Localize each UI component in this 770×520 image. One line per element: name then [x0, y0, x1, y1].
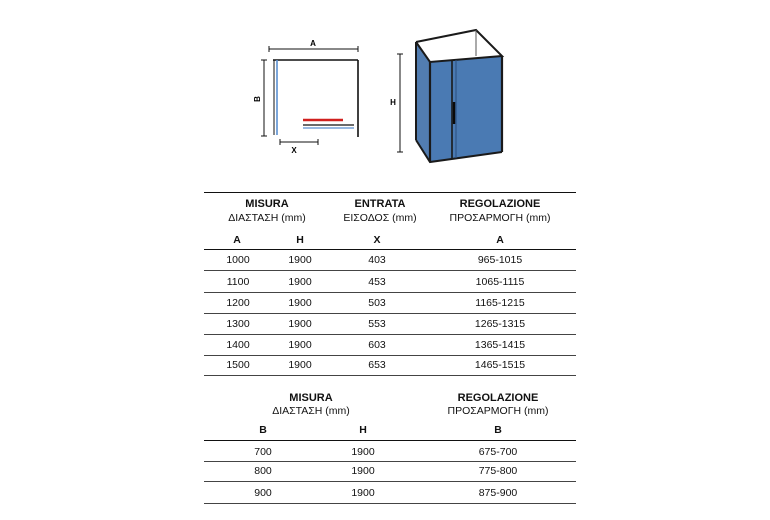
- t1-header-regolazione: REGOLAZIONE: [459, 198, 541, 210]
- t2-cell: 775-800: [478, 465, 518, 477]
- t1-header-misura: MISURA: [245, 198, 289, 210]
- t1-cell: 653: [368, 359, 386, 371]
- t1-cell: 503: [368, 297, 386, 309]
- t1-col-x: X: [373, 234, 381, 246]
- plan-diagram: [253, 35, 378, 155]
- t1-cell: 1900: [288, 297, 312, 309]
- t2-sub-prosarmogi: ΠΡΟΣΑΡΜΟΓΗ (mm): [447, 405, 549, 417]
- t1-row-rule: [204, 334, 576, 335]
- t2-col-b2: B: [494, 424, 502, 436]
- t2-cell: 800: [254, 465, 272, 477]
- dim-label-h: H: [390, 98, 396, 107]
- t1-cell: 1100: [226, 276, 250, 288]
- t1-cell: 1400: [226, 339, 250, 351]
- t1-bottom-rule: [204, 375, 576, 376]
- t1-cell: 1900: [288, 276, 312, 288]
- t2-col-b: B: [259, 424, 267, 436]
- t1-cell: 603: [368, 339, 386, 351]
- t1-cell: 1265-1315: [474, 318, 526, 330]
- t1-cell: 1500: [226, 359, 250, 371]
- t1-cell: 965-1015: [477, 254, 523, 266]
- t1-cell: 1900: [288, 339, 312, 351]
- t1-cell: 1300: [226, 318, 250, 330]
- t1-row-rule: [204, 270, 576, 271]
- t2-header-misura: MISURA: [289, 392, 333, 404]
- t1-col-a: A: [233, 234, 241, 246]
- t1-row-rule: [204, 292, 576, 293]
- dim-label-a: A: [310, 39, 316, 48]
- t2-cell: 1900: [351, 446, 375, 458]
- t1-row-rule: [204, 313, 576, 314]
- t2-bottom-rule: [204, 503, 576, 504]
- t1-cell: 1900: [288, 318, 312, 330]
- t1-top-rule: [204, 192, 576, 193]
- t1-cell: 1900: [288, 359, 312, 371]
- t2-cell: 1900: [351, 465, 375, 477]
- t1-cell: 1000: [226, 254, 250, 266]
- t1-cell: 1465-1515: [474, 359, 526, 371]
- t1-col-h: H: [296, 234, 304, 246]
- t1-cell: 453: [368, 276, 386, 288]
- t2-cell: 700: [254, 446, 272, 458]
- t1-sub-eisodos: ΕΙΣΟΔΟΣ (mm): [343, 212, 417, 224]
- t1-cell: 1200: [226, 297, 250, 309]
- t1-row-rule: [204, 355, 576, 356]
- t2-header-rule: [204, 440, 576, 441]
- t1-col-a2: A: [496, 234, 504, 246]
- t1-header-entrata: ENTRATA: [354, 198, 406, 210]
- t1-sub-prosarmogi: ΠΡΟΣΑΡΜΟΓΗ (mm): [449, 212, 551, 224]
- t1-cell: 1065-1115: [475, 276, 525, 288]
- t2-cell: 675-700: [478, 446, 518, 458]
- t1-sub-diastasi: ΔΙΑΣΤΑΣΗ (mm): [228, 212, 306, 224]
- t1-cell: 403: [368, 254, 386, 266]
- t2-cell: 1900: [351, 487, 375, 499]
- t2-col-h: H: [359, 424, 367, 436]
- t1-cell: 1165-1215: [475, 297, 525, 309]
- dim-label-x: X: [291, 146, 297, 155]
- t1-cell: 1900: [288, 254, 312, 266]
- t1-header-rule: [204, 249, 576, 250]
- enclosure-3d-diagram: [388, 12, 518, 162]
- t1-cell: 553: [368, 318, 386, 330]
- t2-cell: 900: [254, 487, 272, 499]
- t1-cell: 1365-1415: [474, 339, 526, 351]
- t2-header-regolazione: REGOLAZIONE: [457, 392, 539, 404]
- t2-sub-diastasi: ΔΙΑΣΤΑΣΗ (mm): [272, 405, 350, 417]
- t2-row-rule: [204, 461, 576, 462]
- t2-cell: 875-900: [478, 487, 518, 499]
- t2-row-rule: [204, 481, 576, 482]
- dim-label-b: B: [253, 96, 262, 102]
